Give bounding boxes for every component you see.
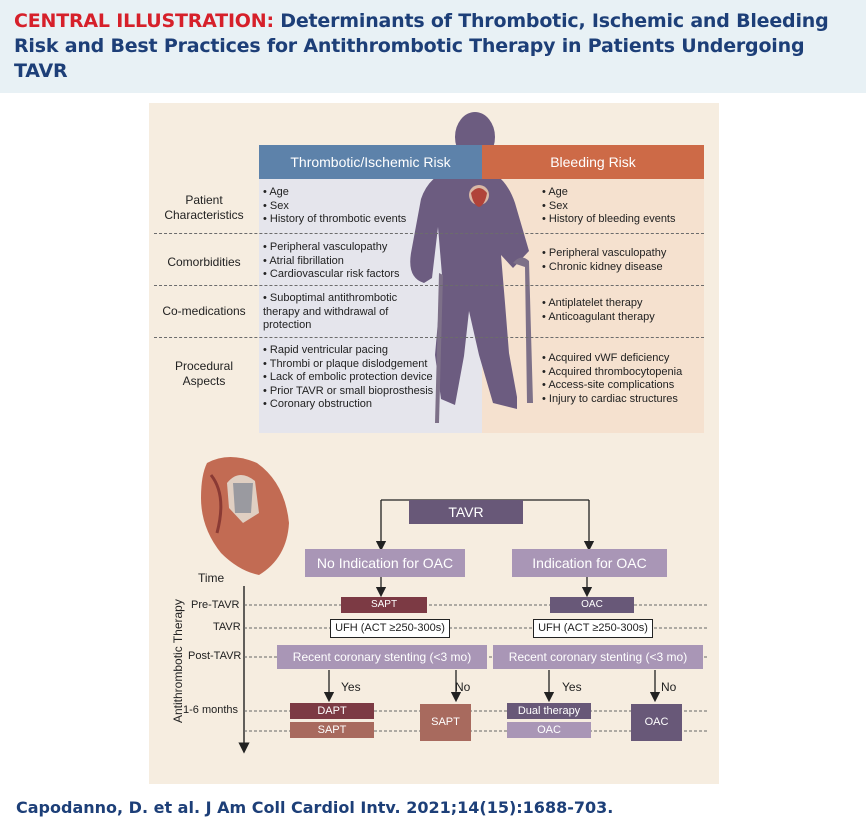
list-item: • Thrombi or plaque dislodgement: [263, 358, 463, 372]
left-dapt-box: DAPT: [290, 703, 374, 719]
list-item: • Acquired vWF deficiency: [542, 352, 712, 366]
row-pre-tavr-label: Pre-TAVR: [191, 599, 240, 611]
left-ufh-box: UFH (ACT ≥250-300s): [330, 619, 450, 638]
right-recent-stenting-box: Recent coronary stenting (<3 mo): [493, 645, 703, 669]
list-item: • Age: [542, 186, 712, 200]
right-dual-therapy-box: Dual therapy: [507, 703, 591, 719]
list-item: • History of bleeding events: [542, 213, 712, 227]
illustration-title: [14, 9, 854, 84]
list-item: • Anticoagulant therapy: [542, 311, 712, 325]
list-item: • Sex: [542, 200, 712, 214]
thrombotic-risk-header: Thrombotic/Ischemic Risk: [259, 145, 482, 179]
row-post-tavr-label: Post-TAVR: [188, 650, 242, 662]
row-tavr-label: TAVR: [213, 621, 241, 633]
list-item: • Cardiovascular risk factors: [263, 268, 463, 282]
title-text: Determinants of Thrombotic, Ischemic and Bleeding Risk and Best Practices for Antithrombotic Therapy in Patients Undergoing TAVR: [14, 10, 829, 82]
left-yes-label: Yes: [341, 680, 361, 694]
right-yes-label: Yes: [562, 680, 582, 694]
list-item: • Injury to cardiac structures: [542, 393, 712, 407]
list-item: • Chronic kidney disease: [542, 261, 712, 275]
indication-oac-box: Indication for OAC: [512, 549, 667, 577]
citation: Capodanno, D. et al. J Am Coll Cardiol Intv. 2021;14(15):1688-703.: [16, 798, 614, 817]
list-item: • Coronary obstruction: [263, 398, 463, 412]
time-label: Time: [198, 571, 225, 585]
row-months-label: 1-6 months: [183, 704, 239, 716]
list-item: • Age: [263, 186, 463, 200]
header-band: [0, 0, 866, 93]
left-no-sapt-box: SAPT: [420, 704, 471, 741]
list-item: • Acquired thrombocytopenia: [542, 366, 712, 380]
left-no-label: No: [455, 680, 471, 694]
right-no-label: No: [661, 680, 677, 694]
left-pre-sapt-box: SAPT: [341, 597, 427, 613]
row-label-procedural: Procedural Aspects: [174, 359, 234, 388]
right-ufh-box: UFH (ACT ≥250-300s): [533, 619, 653, 638]
bleeding-risk-header: Bleeding Risk: [482, 145, 704, 179]
tavr-box: TAVR: [409, 500, 523, 524]
right-no-oac-box: OAC: [631, 704, 682, 741]
left-recent-stenting-box: Recent coronary stenting (<3 mo): [277, 645, 487, 669]
no-indication-oac-box: No Indication for OAC: [305, 549, 465, 577]
flowchart-connectors: [149, 103, 719, 784]
list-item: • Prior TAVR or small bioprosthesis: [263, 385, 463, 399]
list-item: • Access-site complications: [542, 379, 712, 393]
central-illustration-label: CENTRAL ILLUSTRATION:: [14, 10, 274, 32]
list-item: • Peripheral vasculopathy: [263, 241, 463, 255]
list-item: • Atrial fibrillation: [263, 255, 463, 269]
axis-label: Antithrombotic Therapy: [171, 599, 185, 723]
list-item: • Sex: [263, 200, 463, 214]
left-sapt-box: SAPT: [290, 722, 374, 738]
list-item: • Rapid ventricular pacing: [263, 344, 463, 358]
list-item: • Suboptimal antithrombotic therapy and withdrawal of protection: [263, 292, 413, 333]
illustration-panel: [149, 103, 719, 784]
list-item: • Antiplatelet therapy: [542, 297, 712, 311]
list-item: • Lack of embolic protection device: [263, 371, 463, 385]
tavr-valve-heart-icon: [201, 457, 289, 575]
row-label-patient: Patient Characteristics: [164, 193, 244, 222]
list-item: • Peripheral vasculopathy: [542, 247, 712, 261]
row-label-comedications: Co-medications: [162, 304, 246, 318]
right-oac-box: OAC: [507, 722, 591, 738]
right-pre-oac-box: OAC: [550, 597, 634, 613]
row-label-comorbidities: Comorbidities: [167, 255, 241, 269]
list-item: • History of thrombotic events: [263, 213, 463, 227]
